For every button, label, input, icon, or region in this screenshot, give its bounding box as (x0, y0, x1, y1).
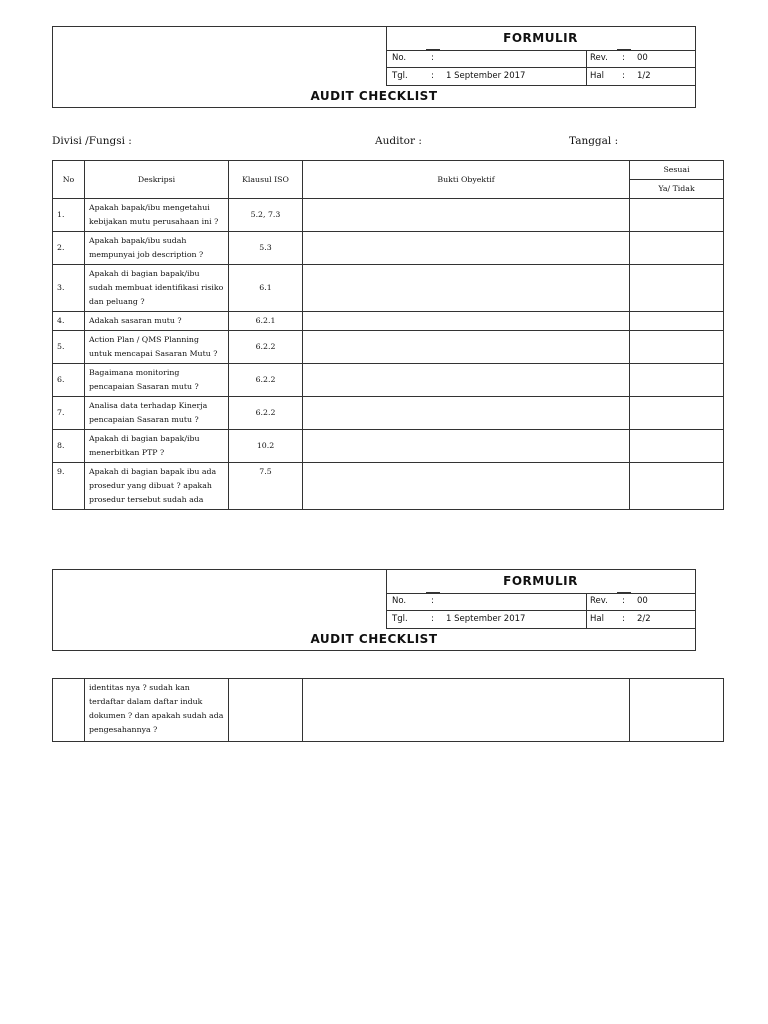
rev-value: 00 (637, 596, 648, 606)
hal-label: Hal (590, 614, 604, 624)
row-desc: Analisa data terhadap Kinerja pencapaian Sasaran mutu ? (85, 397, 229, 430)
header-ya-tidak: Ya/ Tidak (630, 180, 724, 199)
row-desc: Apakah bapak/ibu sudah mempunyai job description ? (85, 232, 229, 265)
hal-colon: : (622, 614, 625, 624)
header-sesuai: Sesuai (630, 161, 724, 180)
auditor-label: Auditor : (375, 135, 422, 147)
bukti-cell[interactable] (303, 312, 630, 331)
audit-table (52, 160, 724, 510)
row-desc: Adakah sasaran mutu ? (85, 312, 229, 331)
row-klausul: 6.1 (229, 265, 303, 312)
row-no: 6. (53, 364, 85, 397)
row-no: 2. (53, 232, 85, 265)
tgl-value: 1 September 2017 (446, 614, 526, 624)
bukti-cell[interactable] (303, 364, 630, 397)
row-no: 1. (53, 199, 85, 232)
sesuai-cell[interactable] (630, 265, 724, 312)
rev-colon: : (622, 596, 625, 606)
table-row (53, 463, 724, 510)
row-klausul: 6.2.1 (229, 312, 303, 331)
tgl-label: Tgl. (392, 71, 408, 81)
tgl-label: Tgl. (392, 614, 408, 624)
table-row (53, 364, 724, 397)
row-no (53, 679, 85, 742)
row-desc: Action Plan / QMS Planning untuk mencapai Sasaran Mutu ? (85, 331, 229, 364)
form-title: FORMULIR (386, 27, 695, 51)
sesuai-cell[interactable] (630, 430, 724, 463)
form-header-page-2 (52, 569, 696, 651)
no-rev-row (386, 50, 695, 68)
divisi-label: Divisi /Fungsi : (52, 135, 132, 147)
row-no: 5. (53, 331, 85, 364)
rev-colon: : (622, 53, 625, 63)
row-desc: Apakah di bagian bapak/ibu menerbitkan PTP ? (85, 430, 229, 463)
bukti-cell[interactable] (303, 679, 630, 742)
tgl-colon: : (431, 614, 434, 624)
logo-cell (53, 27, 387, 85)
sesuai-cell[interactable] (630, 463, 724, 510)
doc-title: AUDIT CHECKLIST (310, 89, 438, 103)
bukti-cell[interactable] (303, 397, 630, 430)
row-klausul: 6.2.2 (229, 331, 303, 364)
row-klausul: 10.2 (229, 430, 303, 463)
tgl-colon: : (431, 71, 434, 81)
divider (586, 68, 587, 85)
hal-colon: : (622, 71, 625, 81)
logo-cell (53, 570, 387, 628)
sesuai-cell[interactable] (630, 199, 724, 232)
row-desc-continued: identitas nya ? sudah kan terdaftar dalam daftar induk dokumen ? dan apakah sudah ada pengesahannya ? (85, 679, 229, 742)
tgl-hal-row (386, 611, 695, 629)
header-bukti: Bukti Obyektif (303, 161, 630, 199)
hal-value: 1/2 (637, 71, 651, 81)
table-row (53, 265, 724, 312)
no-label: No. (392, 53, 407, 63)
continuation-table (52, 678, 724, 742)
row-klausul: 7.5 (229, 463, 303, 510)
row-klausul: 5.3 (229, 232, 303, 265)
divider (586, 611, 587, 628)
rev-label: Rev. (590, 596, 608, 606)
row-no: 3. (53, 265, 85, 312)
row-no: 8. (53, 430, 85, 463)
sesuai-cell[interactable] (630, 397, 724, 430)
row-desc: Apakah di bagian bapak/ibu sudah membuat identifikasi risiko dan peluang ? (85, 265, 229, 312)
row-desc: Bagaimana monitoring pencapaian Sasaran mutu ? (85, 364, 229, 397)
table-row (53, 679, 724, 742)
table-row (53, 430, 724, 463)
row-desc: Apakah di bagian bapak ibu ada prosedur yang dibuat ? apakah prosedur tersebut sudah ada (85, 463, 229, 510)
bukti-cell[interactable] (303, 265, 630, 312)
no-colon: : (431, 53, 434, 63)
no-label: No. (392, 596, 407, 606)
sesuai-cell[interactable] (630, 364, 724, 397)
row-klausul: 5.2, 7.3 (229, 199, 303, 232)
divider (586, 50, 587, 67)
hal-value: 2/2 (637, 614, 651, 624)
sesuai-cell[interactable] (630, 232, 724, 265)
bukti-cell[interactable] (303, 331, 630, 364)
sesuai-cell[interactable] (630, 331, 724, 364)
table-row (53, 199, 724, 232)
tgl-value: 1 September 2017 (446, 71, 526, 81)
row-desc: Apakah bapak/ibu mengetahui kebijakan mutu perusahaan ini ? (85, 199, 229, 232)
form-header-page-1 (52, 26, 696, 108)
no-rev-row (386, 593, 695, 611)
table-row (53, 232, 724, 265)
header-no: No (53, 161, 85, 199)
row-no: 9. (53, 463, 85, 510)
tgl-hal-row (386, 68, 695, 86)
bukti-cell[interactable] (303, 232, 630, 265)
row-klausul: 6.2.2 (229, 364, 303, 397)
row-no: 7. (53, 397, 85, 430)
bukti-cell[interactable] (303, 430, 630, 463)
table-row (53, 397, 724, 430)
sesuai-cell[interactable] (630, 679, 724, 742)
hal-label: Hal (590, 71, 604, 81)
divider (586, 593, 587, 610)
tanggal-label: Tanggal : (569, 135, 619, 147)
doc-title: AUDIT CHECKLIST (310, 632, 438, 646)
header-deskripsi: Deskripsi (85, 161, 229, 199)
form-title: FORMULIR (386, 570, 695, 594)
bukti-cell[interactable] (303, 463, 630, 510)
row-no: 4. (53, 312, 85, 331)
table-row (53, 312, 724, 331)
sesuai-cell[interactable] (630, 312, 724, 331)
row-klausul (229, 679, 303, 742)
bukti-cell[interactable] (303, 199, 630, 232)
rev-value: 00 (637, 53, 648, 63)
table-row (53, 331, 724, 364)
rev-label: Rev. (590, 53, 608, 63)
header-klausul: Klausul ISO (229, 161, 303, 199)
no-colon: : (431, 596, 434, 606)
row-klausul: 6.2.2 (229, 397, 303, 430)
